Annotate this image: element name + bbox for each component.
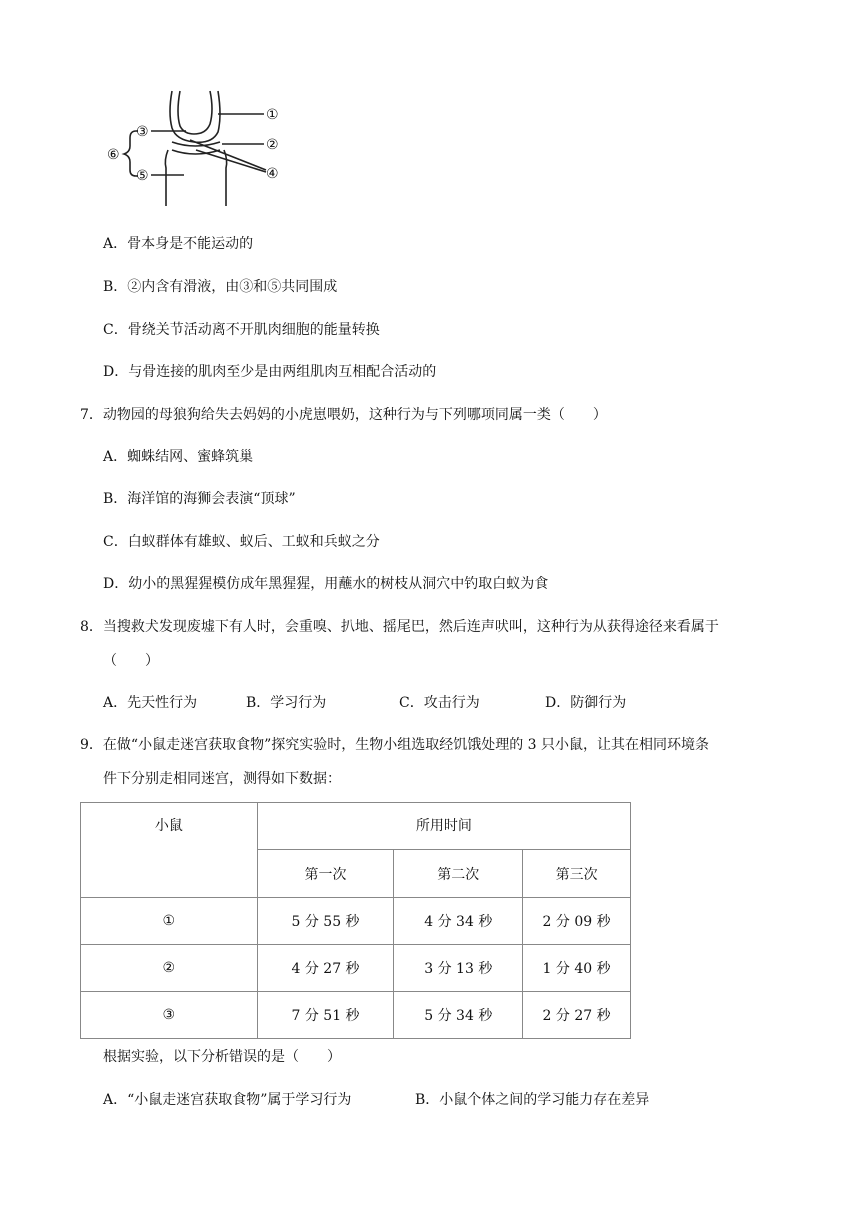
row-id: ① — [81, 898, 258, 945]
row-id: ② — [81, 945, 258, 992]
label-6: ⑥ — [107, 147, 120, 163]
q9-option-b: B．小鼠个体之间的学习能力存在差异 — [415, 1092, 650, 1108]
cell: 7 分 51 秒 — [257, 992, 394, 1039]
q9-stem-line1: 9．在做“小鼠走迷宫获取食物”探究实验时，生物小组选取经饥饿处理的 3 只小鼠，让其在相同环境条 — [80, 737, 710, 753]
cell: 5 分 55 秒 — [257, 898, 394, 945]
q7-option-d: D．幼小的黑猩猩模仿成年黑猩猩，用蘸水的树枝从洞穴中钓取白蚁为食 — [103, 576, 549, 592]
header-mouse: 小鼠 — [81, 803, 258, 898]
q8-option-b: B．学习行为 — [246, 695, 327, 711]
q8-option-a: A．先天性行为 — [103, 695, 198, 711]
row-id: ③ — [81, 992, 258, 1039]
q7-option-c: C．白蚁群体有雄蚁、蚁后、工蚁和兵蚁之分 — [103, 534, 380, 550]
table-row — [81, 945, 631, 992]
label-3: ③ — [136, 124, 149, 140]
cell: 4 分 27 秒 — [257, 945, 394, 992]
joint-diagram — [100, 88, 300, 208]
q8-option-c: C．攻击行为 — [399, 695, 480, 711]
sub-header-1: 第一次 — [257, 850, 394, 898]
q6-option-b: B．②内含有滑液，由③和⑤共同围成 — [103, 279, 338, 295]
label-2: ② — [266, 137, 279, 153]
q6-option-a: A．骨本身是不能运动的 — [103, 236, 254, 252]
sub-header-3: 第三次 — [523, 850, 631, 898]
q8-stem-line2: （ ） — [103, 653, 159, 669]
cell: 2 分 27 秒 — [523, 992, 631, 1039]
q6-option-c: C．骨绕关节活动离不开肌肉细胞的能量转换 — [103, 322, 380, 338]
cell: 2 分 09 秒 — [523, 898, 631, 945]
cell: 1 分 40 秒 — [523, 945, 631, 992]
q7-option-a: A．蜘蛛结网、蜜蜂筑巢 — [103, 449, 254, 465]
q6-option-d: D．与骨连接的肌肉至少是由两组肌肉互相配合活动的 — [103, 364, 437, 380]
cell: 3 分 13 秒 — [394, 945, 523, 992]
q7-option-b: B．海洋馆的海狮会表演“顶球” — [103, 491, 296, 507]
table-row — [81, 898, 631, 945]
q9-option-a: A．“小鼠走迷宫获取食物”属于学习行为 — [103, 1092, 352, 1108]
label-5: ⑤ — [136, 168, 149, 184]
label-1: ① — [266, 107, 279, 123]
q7-stem: 7．动物园的母狼狗给失去妈妈的小虎崽喂奶，这种行为与下列哪项同属一类（ ） — [80, 407, 607, 423]
cell: 4 分 34 秒 — [394, 898, 523, 945]
table-row — [81, 992, 631, 1039]
q9-stem-line2: 件下分别走相同迷宫，测得如下数据： — [103, 771, 341, 787]
cell: 5 分 34 秒 — [394, 992, 523, 1039]
label-4: ④ — [266, 166, 279, 182]
q8-stem-line1: 8．当搜救犬发现废墟下有人时，会重嗅、扒地、摇尾巴，然后连声吠叫，这种行为从获得途径来看属于 — [80, 619, 719, 635]
header-time: 所用时间 — [257, 803, 630, 850]
q8-option-d: D．防御行为 — [545, 695, 627, 711]
maze-data-table — [80, 802, 631, 1039]
sub-header-2: 第二次 — [394, 850, 523, 898]
q9-question: 根据实验，以下分析错误的是（ ） — [103, 1049, 341, 1065]
